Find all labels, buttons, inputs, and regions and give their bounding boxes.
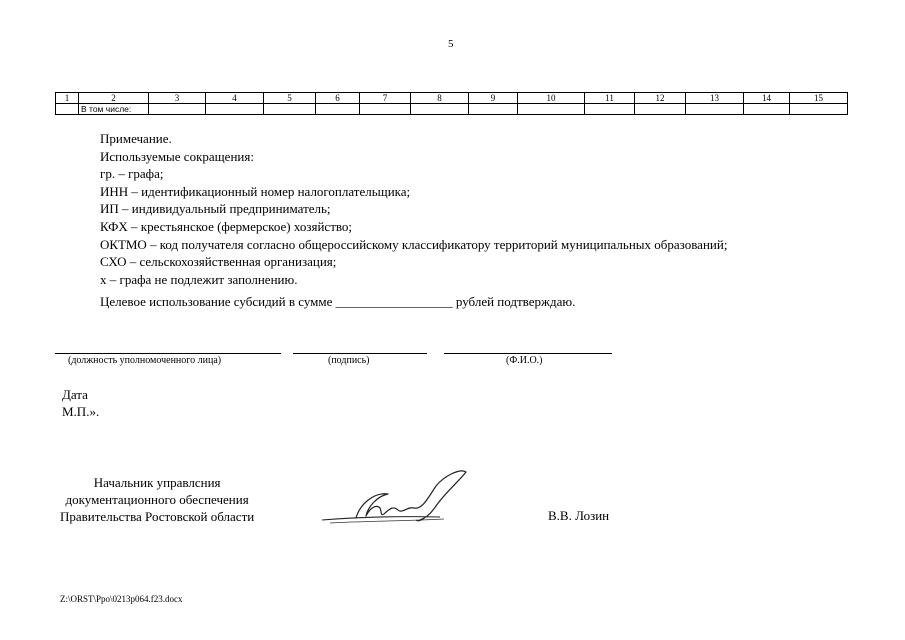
table-cell: [206, 104, 264, 115]
confirmation-line: [100, 294, 575, 310]
table-header-cell: 13: [686, 93, 744, 104]
confirmation-text: Целевое использование субсидий в сумме: [100, 294, 333, 309]
table-header-cell: 15: [790, 93, 848, 104]
table-header-row: [56, 93, 848, 104]
page-number: 5: [448, 38, 454, 50]
table-cell: [264, 104, 316, 115]
data-table: [55, 92, 848, 115]
table-subrow-label: В том числе:: [79, 104, 149, 115]
abbreviation-item: ИНН – идентификационный номер налогоплательщика;: [100, 183, 411, 199]
signature-line: [293, 353, 427, 354]
position-label: (должность уполномоченного лица): [68, 355, 222, 366]
table-header-cell: 14: [744, 93, 790, 104]
chief-title-block: [60, 474, 254, 525]
table-cell: [744, 104, 790, 115]
abbreviation-item: х – графа не подлежит заполнению.: [100, 271, 298, 287]
table-header-cell: 1: [56, 93, 79, 104]
table-row: [56, 104, 848, 115]
amount-blank: __________________: [335, 294, 453, 309]
table-cell: [469, 104, 518, 115]
chief-title-line: Правительства Ростовской области: [60, 509, 255, 524]
note-title: Примечание.: [100, 131, 172, 146]
abbreviation-item: КФХ – крестьянское (фермерское) хозяйство;: [100, 218, 353, 234]
abbreviations-title: Используемые сокращения:: [100, 148, 254, 164]
table-cell: [360, 104, 411, 115]
position-line: [55, 353, 281, 354]
name-label: (Ф.И.О.): [506, 355, 543, 366]
table-cell: [411, 104, 469, 115]
chief-title-line: документационного обеспечения: [65, 492, 249, 507]
table-header-cell: 2: [79, 93, 149, 104]
table-header-cell: 5: [264, 93, 316, 104]
name-line: [444, 353, 612, 354]
file-path: Z:\ORST\Ppo\0213p064.f23.docx: [60, 594, 183, 604]
table-header-cell: 3: [149, 93, 206, 104]
table-cell: [56, 104, 79, 115]
table-cell: [790, 104, 848, 115]
table-header-cell: 10: [518, 93, 585, 104]
table-header-cell: 4: [206, 93, 264, 104]
signer-name: В.В. Лозин: [548, 508, 610, 523]
table-header-cell: 12: [635, 93, 686, 104]
note-block: [100, 130, 727, 288]
table-cell: [149, 104, 206, 115]
chief-title-line: Начальник управлсния: [93, 475, 221, 490]
table-header-cell: 8: [411, 93, 469, 104]
table-cell: [518, 104, 585, 115]
abbreviation-item: гр. – графа;: [100, 166, 164, 182]
confirmation-suffix: рублей подтверждаю.: [455, 294, 576, 309]
handwritten-signature: [318, 468, 468, 530]
date-stamp-block: [62, 386, 99, 420]
table-header-cell: 7: [360, 93, 411, 104]
table-cell: [686, 104, 744, 115]
stamp-label: М.П.».: [62, 404, 100, 419]
abbreviation-item: ОКТМО – код получателя согласно общероссийскому классификатору территорий муниципальных образований;: [100, 236, 728, 252]
signature-label: (подпись): [328, 355, 370, 366]
table-cell: [316, 104, 360, 115]
abbreviation-item: ИП – индивидуальный предприниматель;: [100, 201, 331, 217]
table-header-cell: 6: [316, 93, 360, 104]
abbreviation-item: СХО – сельскохозяйственная организация;: [100, 254, 337, 270]
date-label: Дата: [62, 387, 88, 402]
table-cell: [635, 104, 686, 115]
table-header-cell: 9: [469, 93, 518, 104]
table-header-cell: 11: [585, 93, 635, 104]
table-cell: [585, 104, 635, 115]
